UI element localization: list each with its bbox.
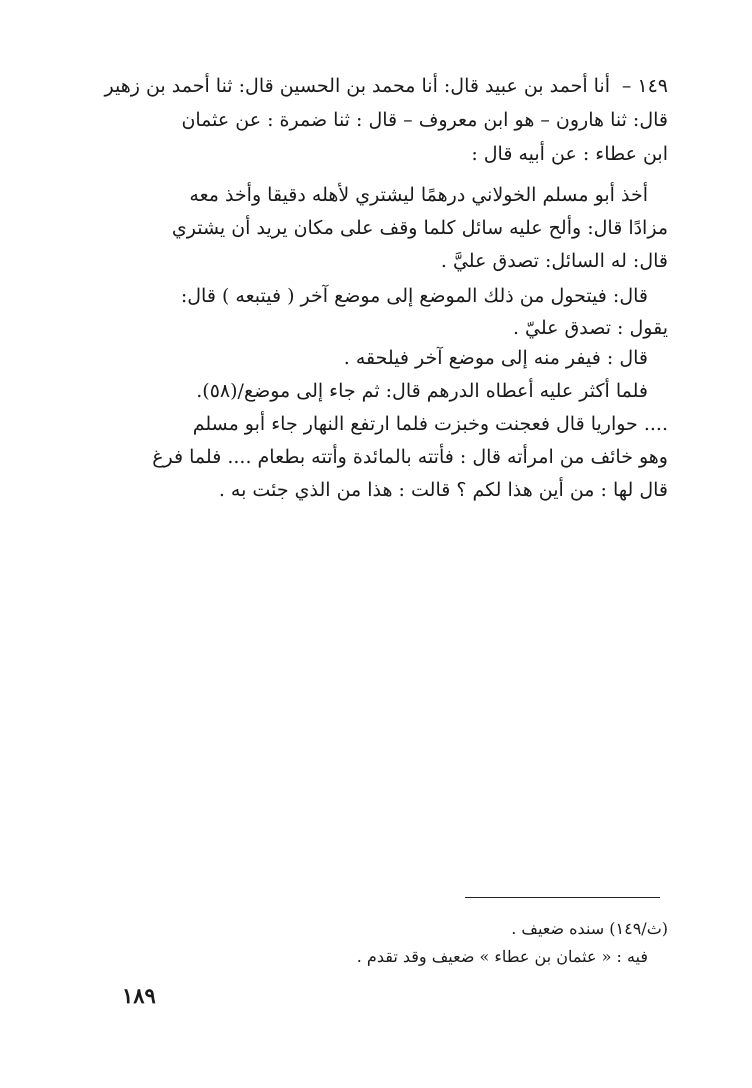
narration-line: قال لها : من أين هذا لكم ؟ قالت : هذا من الذي جئت به .: [218, 479, 668, 501]
narration-line: مزادًا قال: وألح عليه سائل كلما وقف على مكان يريد أن يشتري: [171, 217, 668, 239]
footnote-divider: [465, 897, 660, 898]
narration-line: أخذ أبو مسلم الخولاني درهمًا ليشتري لأهله دقيقا وأخذ معه: [189, 184, 648, 206]
footnote-line: فيه : « عثمان بن عطاء » ضعيف وقد تقدم .: [356, 947, 648, 966]
narration-line: قال: فيتحول من ذلك الموضع إلى موضع آخر ( فيتبعه ) قال:: [180, 285, 648, 307]
footnote-line: (ث/١٤٩) سنده ضعيف .: [511, 919, 668, 938]
entry-number: ١٤٩ –: [621, 75, 668, 97]
narration-line: وهو خائف من امرأته قال : فأتته بالمائدة وأتته بطعام .... فلما فرغ: [152, 446, 668, 468]
narration-line: .... حواريا قال فعجنت وخبزت فلما ارتفع النهار جاء أبو مسلم: [192, 413, 668, 435]
narration-line: قال : فيفر منه إلى موضع آخر فيلحقه .: [343, 347, 648, 369]
narration-line: يقول : تصدق عليّ .: [512, 317, 668, 339]
narration-line: فلما أكثر عليه أعطاه الدرهم قال: ثم جاء إلى موضع/(٥٨).: [196, 380, 648, 402]
narration-line: قال: له السائل: تصدق عليَّ .: [440, 250, 668, 272]
isnad-line: قال: ثنا هارون – هو ابن معروف – قال : ثنا ضمرة : عن عثمان: [181, 109, 668, 131]
page-number: ١٨٩: [122, 983, 156, 1008]
isnad-line: أنا أحمد بن عبيد قال: أنا محمد بن الحسين قال: ثنا أحمد بن زهير: [104, 75, 610, 97]
isnad-line: ابن عطاء : عن أبيه قال :: [471, 143, 668, 165]
